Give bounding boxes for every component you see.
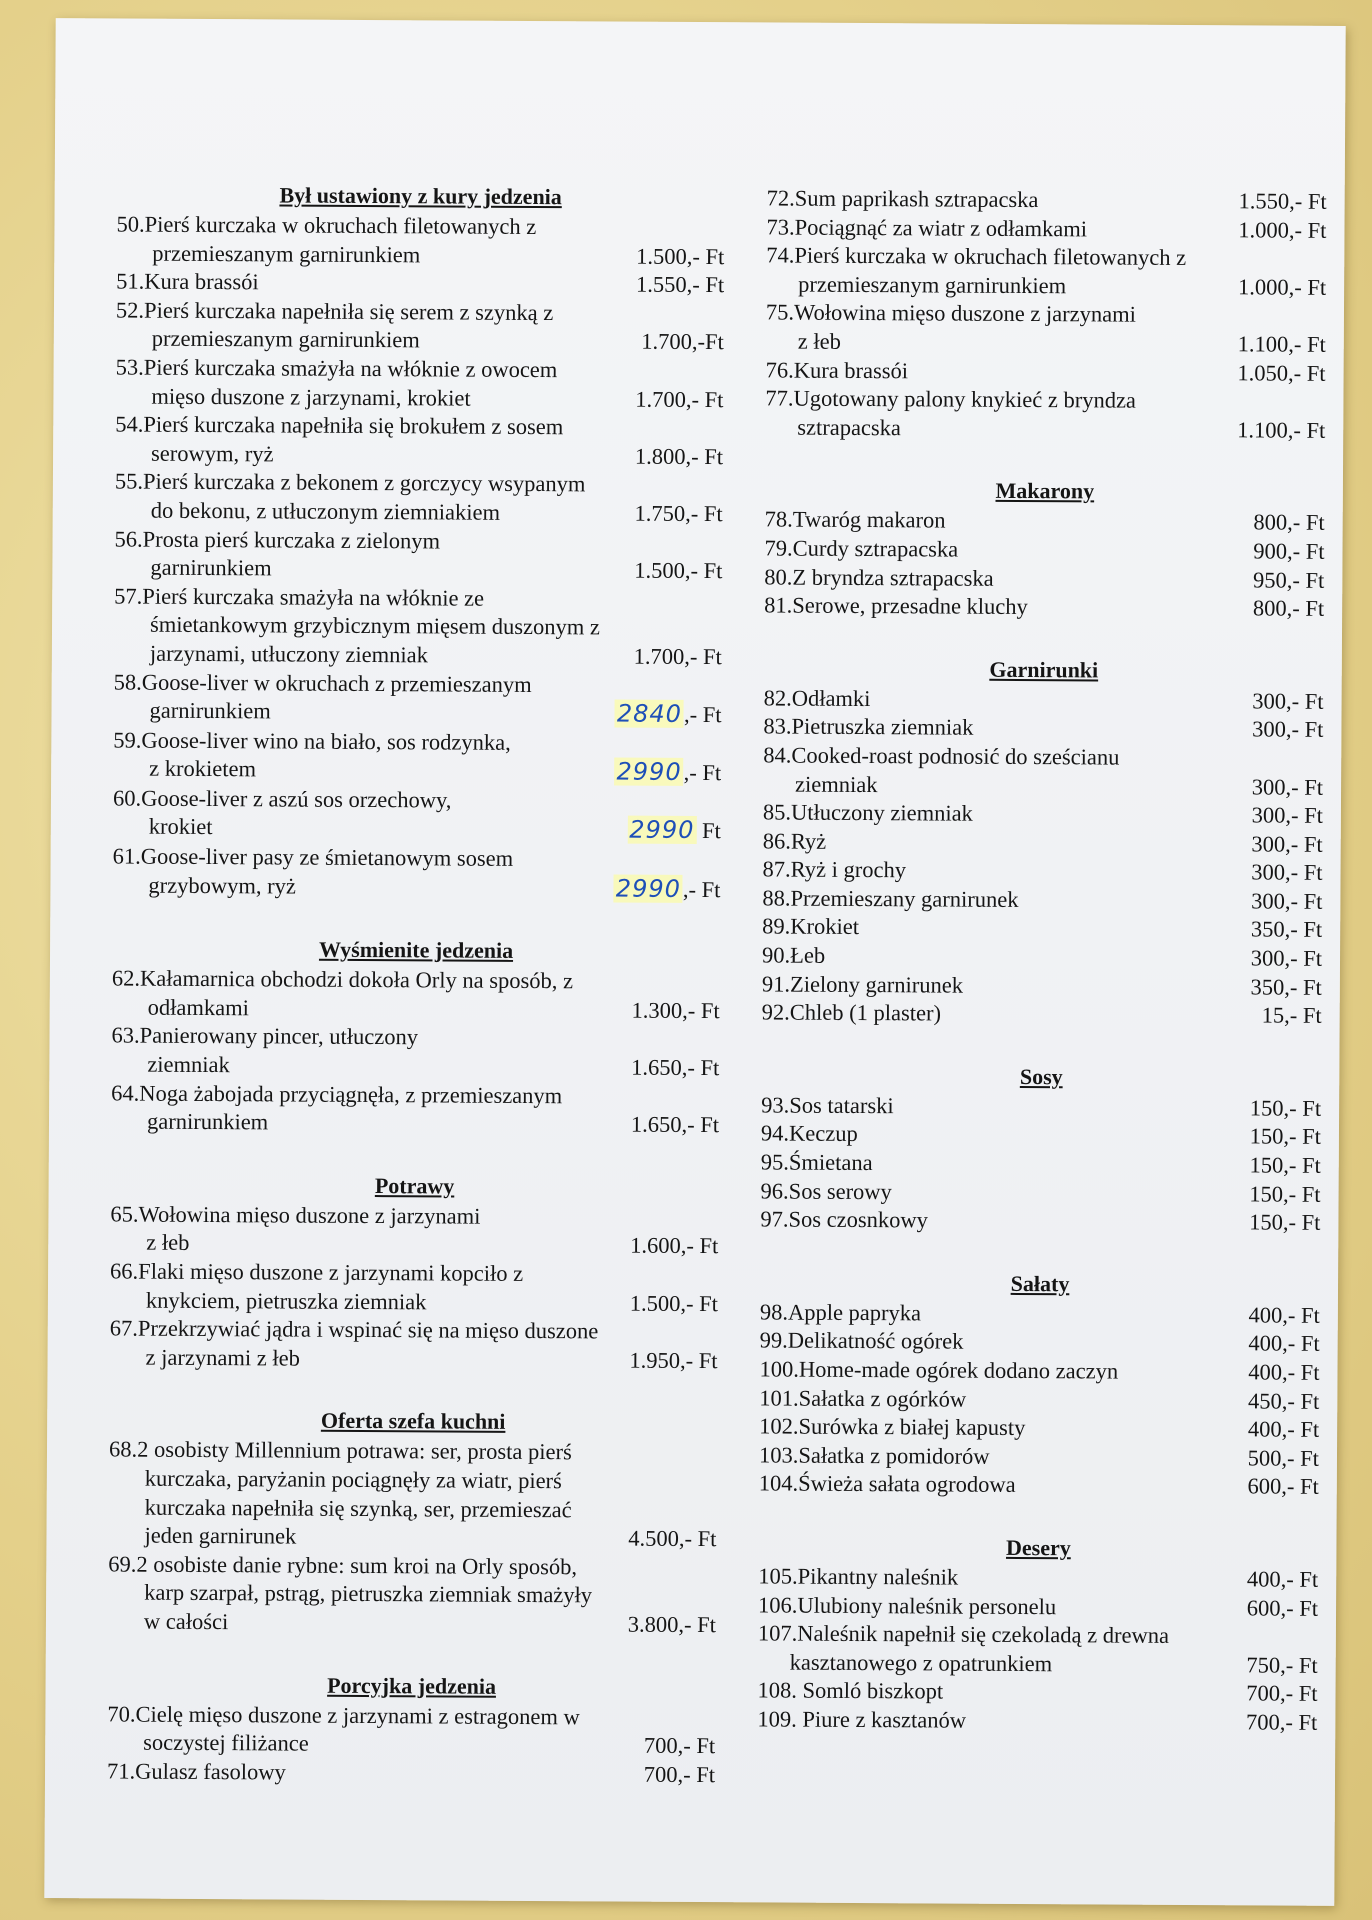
menu-item <box>108 1436 717 1554</box>
menu-item <box>107 1700 715 1761</box>
menu-item-price: 300,- Ft <box>1251 773 1324 800</box>
menu-item-name: grzybowym, ryż <box>148 872 297 899</box>
section-heading-salaty: Sałaty <box>1010 1270 1070 1297</box>
menu-item <box>763 741 1323 802</box>
menu-item <box>764 592 1324 624</box>
menu-item <box>109 1315 717 1376</box>
menu-item <box>760 1298 1320 1330</box>
menu-item-price: 400,- Ft <box>1246 1566 1319 1592</box>
menu-item <box>757 1705 1317 1737</box>
menu-item-name: z jarzynami z łeb <box>145 1344 300 1371</box>
menu-item <box>765 506 1325 538</box>
menu-item-name: 98.Apple papryka <box>759 1299 922 1326</box>
menu-item-name: 76.Kura brassói <box>765 356 909 383</box>
menu-item-price: 700,- Ft <box>643 1761 716 1787</box>
menu-item <box>760 1206 1320 1238</box>
menu-item-price: 300,- Ft <box>1250 945 1323 971</box>
menu-item-price <box>604 874 721 904</box>
menu-item-name: garnirunkiem <box>146 1108 269 1135</box>
right-column <box>757 184 1326 1737</box>
menu-item-name: garnirunkiem <box>149 697 271 724</box>
menu-item-price: 300,- Ft <box>1251 859 1323 886</box>
menu-item-text: 64.Noga żabojada przyciągnęła, z przemieszanym <box>111 1080 563 1108</box>
menu-item <box>115 411 723 472</box>
menu-item-text: 66.Flaki mięso duszone z jarzynami kopciło z <box>110 1258 524 1286</box>
menu-item-price: 1.550,- Ft <box>1238 188 1327 214</box>
menu-item-price: 450,- Ft <box>1247 1387 1320 1414</box>
menu-item-price: 150,- Ft <box>1249 1209 1321 1236</box>
menu-item-price: 1.500,- Ft <box>634 557 723 584</box>
menu-item <box>761 1148 1321 1180</box>
menu-item-price: 1.700,- Ft <box>633 643 722 670</box>
menu-item <box>761 1091 1321 1123</box>
menu-item-price: 1.500,- Ft <box>629 1290 718 1316</box>
menu-item <box>766 299 1326 360</box>
menu-item <box>114 582 723 671</box>
section-heading-desery: Desery <box>1005 1534 1071 1561</box>
section-heading-makarony: Makarony <box>995 478 1095 504</box>
menu-item-name: z łeb <box>146 1230 190 1256</box>
menu-item-price: 1.600,- Ft <box>630 1233 719 1259</box>
menu-item-price: 300,- Ft <box>1252 688 1324 714</box>
menu-item-name: 85.Utłuczony ziemniak <box>762 799 973 826</box>
menu-item-text: 62.Kałamarnica obchodzi dokoła Orly na sposób, z <box>111 965 574 994</box>
menu-item <box>110 1200 718 1261</box>
handwritten-price: 2990 <box>615 874 682 903</box>
menu-item-name: z łeb <box>797 328 841 354</box>
menu-item-text: 74.Pierś kurczaka w okruchach filetowanych z <box>766 242 1187 271</box>
menu-item-text: karp szarpał, pstrąg, pietruszka ziemniak smażyły <box>144 1579 593 1608</box>
handwritten-price: 2840 <box>616 699 683 729</box>
menu-item-name: sztrapacska <box>797 414 902 440</box>
menu-item <box>762 884 1322 916</box>
menu-item <box>762 970 1322 1002</box>
menu-item-text: 67.Przekrzywiać jądra i wspinać się na mięso duszone <box>109 1315 599 1344</box>
menu-item-text: 70.Cielę mięso duszone z jarzynami z estragonem w <box>107 1700 580 1729</box>
section-heading-garnirunki: Garnirunki <box>989 656 1099 683</box>
menu-item-name: 82.Odłamki <box>763 685 871 711</box>
menu-item-name: 83.Pietruszka ziemniak <box>763 713 974 741</box>
menu-item-price: 1.100,- Ft <box>1237 331 1326 357</box>
menu-item-price: 950,- Ft <box>1253 566 1325 593</box>
menu-item-price: 1.800,- Ft <box>634 443 724 469</box>
menu-item-price: 15,- Ft <box>1261 1002 1322 1029</box>
menu-item-name: 80.Z bryndza sztrapacska <box>764 563 994 591</box>
handwritten-price: 2990 <box>629 816 695 845</box>
menu-item-text: kurczaka, paryżanin pociągnęły za wiatr, pierś <box>144 1465 562 1494</box>
menu-item <box>758 1562 1318 1594</box>
menu-item-price: 300,- Ft <box>1252 716 1324 743</box>
menu-item-name: odłamkami <box>147 994 250 1021</box>
menu-item-name: krokiet <box>148 814 213 840</box>
menu-item-name: 109. Piure z kasztanów <box>757 1706 967 1733</box>
menu-item <box>113 784 721 846</box>
menu-item-name: 87.Ryż i grochy <box>762 856 907 883</box>
menu-item-name: 91.Zielony garnirunek <box>761 971 964 998</box>
menu-item-text: 69.2 osobiste danie rybne: sum kroi na Orly sposób, <box>108 1551 578 1580</box>
menu-item-price: 900,- Ft <box>1253 538 1325 564</box>
menu-item-name: 96.Sos serowy <box>760 1178 892 1204</box>
menu-item-price: 150,- Ft <box>1249 1095 1322 1121</box>
menu-item-price: 1.100,- Ft <box>1237 417 1326 443</box>
menu-item-text: śmietankowym grzybicznym mięsem duszonym z <box>149 611 601 640</box>
menu-item-name: w całości <box>143 1608 229 1635</box>
menu-item <box>115 353 723 414</box>
menu-item <box>766 242 1326 303</box>
menu-item-name: do bekonu, z utłuczonym ziemniakiem <box>150 497 501 525</box>
menu-item <box>108 1550 717 1639</box>
menu-item-price: 400,- Ft <box>1248 1330 1320 1357</box>
menu-item-name: 106.Ulubiony naleśnik personelu <box>758 1591 1057 1619</box>
section-heading-sosy: Sosy <box>1019 1063 1063 1090</box>
left-column <box>107 180 725 1789</box>
menu-item-name: 51.Kura brassói <box>116 268 259 295</box>
price-suffix: ,- Ft <box>683 760 722 786</box>
menu-item-name: 81.Serowe, przesadne kluchy <box>764 592 1028 620</box>
menu-item-price: 400,- Ft <box>1247 1416 1320 1443</box>
menu-item-name: 86.Ryż <box>762 828 827 854</box>
menu-item <box>113 668 721 730</box>
menu-item-name: 79.Curdy sztrapacska <box>764 535 959 562</box>
menu-item-text: 56.Prosta pierś kurczaka z zielonym <box>114 525 441 553</box>
menu-item-text: kurczaka napełniła się szynką, ser, przemieszać <box>144 1494 572 1522</box>
menu-item-name: serowym, ryż <box>151 440 274 467</box>
menu-item-name: 94.Keczup <box>760 1120 858 1147</box>
menu-item-name: 101.Sałatka z ogórków <box>759 1384 967 1412</box>
menu-item-name: mięso duszone z jarzynami, krokiet <box>151 383 471 411</box>
section-heading-wysmienite-jedzenia: Wyśmienite jedzenia <box>318 936 514 964</box>
section-heading-potrawy: Potrawy <box>374 1172 455 1199</box>
menu-item-price <box>604 758 721 788</box>
menu-item-price: 1.300,- Ft <box>631 997 720 1023</box>
menu-item-price: 500,- Ft <box>1247 1445 1320 1471</box>
menu-item-name: 102.Surówka z białej kapusty <box>759 1413 1026 1441</box>
menu-item-price: 400,- Ft <box>1248 1359 1320 1385</box>
menu-item-price: 1.650,- Ft <box>631 1054 720 1081</box>
menu-item-text: 57.Pierś kurczaka smażyła na włóknie ze <box>114 583 485 611</box>
menu-sheet <box>44 18 1345 1906</box>
menu-item-name: ziemniak <box>147 1051 230 1078</box>
menu-item-price: 1.700,- Ft <box>635 386 724 412</box>
menu-item-price: 1.550,- Ft <box>635 271 725 298</box>
menu-item <box>107 1757 715 1789</box>
menu-item-price: 1.500,- Ft <box>636 243 725 269</box>
menu-item <box>763 799 1323 831</box>
menu-item <box>761 1120 1321 1152</box>
menu-item-name: przemieszanym garnirunkiem <box>152 240 421 267</box>
menu-item-name: 90.Łeb <box>761 942 826 968</box>
menu-item-name: 78.Twaróg makaron <box>764 506 946 533</box>
menu-item-name: 71.Gulasz fasolowy <box>106 1758 286 1785</box>
menu-item-name: knykciem, pietruszka ziemniak <box>145 1287 427 1314</box>
menu-item-name: 103.Sałatka z pomidorów <box>758 1442 990 1469</box>
menu-item <box>765 385 1325 446</box>
menu-item <box>760 1327 1320 1359</box>
menu-item-name: 95.Śmietana <box>760 1149 873 1176</box>
menu-item <box>114 525 722 586</box>
menu-item-text: 75.Wołowina mięso duszone z jarzynami <box>765 299 1137 328</box>
section-heading-oferta-szefa-kuchni: Oferta szefa kuchni <box>320 1408 506 1435</box>
menu-item-price: 1.950,- Ft <box>629 1347 718 1373</box>
menu-item-text: 59.Goose-liver wino na biało, sos rodzynka, <box>113 727 511 755</box>
menu-item-price <box>605 700 722 730</box>
menu-item-name: 93.Sos tatarski <box>761 1092 894 1119</box>
menu-item <box>763 827 1323 859</box>
menu-item <box>116 296 724 357</box>
menu-item-price: 400,- Ft <box>1248 1302 1320 1328</box>
menu-item <box>115 468 723 529</box>
menu-item-text: 107.Naleśnik napełnił się czekoladą z drewna <box>757 1620 1170 1649</box>
menu-item-text: 55.Pierś kurczaka z bekonem z gorczycy wsypanym <box>114 468 586 497</box>
menu-item <box>764 684 1324 716</box>
menu-item-name: 73.Pociągnąć za wiatr z odłamkami <box>766 214 1088 241</box>
menu-item-price: 600,- Ft <box>1247 1473 1319 1500</box>
menu-item-name: 99.Delikatność ogórek <box>759 1327 964 1355</box>
menu-item <box>113 726 721 788</box>
menu-item-price: 700,- Ft <box>1246 1709 1318 1735</box>
menu-item-name: ziemniak <box>795 771 878 797</box>
menu-item-name: 108. Somló biszkopt <box>757 1677 944 1704</box>
menu-item-name: z krokietem <box>149 755 257 782</box>
menu-item <box>757 1677 1317 1709</box>
menu-item-name: soczystej filiżance <box>143 1729 309 1756</box>
menu-item <box>762 999 1322 1031</box>
menu-item-name: garnirunkiem <box>150 554 272 581</box>
menu-item-price: 150,- Ft <box>1249 1152 1321 1178</box>
menu-item <box>759 1470 1319 1502</box>
menu-item-price: 4.500,- Ft <box>628 1525 717 1552</box>
menu-item-name: 100.Home-made ogórek dodano zaczyn <box>759 1356 1119 1384</box>
menu-item <box>766 356 1326 388</box>
menu-item-name: 89.Krokiet <box>762 913 860 940</box>
menu-item-price: 300,- Ft <box>1251 888 1323 914</box>
menu-item-price: 1.750,- Ft <box>634 500 723 527</box>
menu-item <box>766 213 1326 245</box>
menu-item <box>759 1441 1319 1473</box>
menu-item-name: jeden garnirunek <box>144 1522 297 1549</box>
menu-item <box>112 965 720 1026</box>
menu-item-name: przemieszanym garnirunkiem <box>798 271 1067 299</box>
menu-item-text: 77.Ugotowany palony knykieć z bryndza <box>765 385 1137 413</box>
menu-item <box>764 563 1324 595</box>
menu-item <box>758 1620 1318 1681</box>
menu-item-name: 72.Sum paprikash sztrapacska <box>766 185 1039 213</box>
menu-item <box>759 1355 1319 1387</box>
section-heading-porcyjka-jedzenia: Porcyjka jedzenia <box>327 1672 497 1699</box>
menu-item <box>762 941 1322 973</box>
menu-item-price: 1.050,- Ft <box>1237 359 1326 386</box>
menu-item <box>761 1177 1321 1209</box>
menu-item-name: jarzynami, utłuczony ziemniak <box>149 640 428 668</box>
menu-item <box>767 184 1327 216</box>
price-suffix: ,- Ft <box>683 702 722 728</box>
menu-item-price: 350,- Ft <box>1250 916 1323 943</box>
section-heading-byl-ustawiony-z-kury-jedzenia: Był ustawiony z kury jedzenia <box>279 182 562 210</box>
menu-item <box>116 210 724 271</box>
menu-item <box>763 713 1323 745</box>
menu-item <box>762 913 1322 945</box>
menu-item-text: 63.Panierowany pincer, utłuczony <box>111 1022 419 1050</box>
menu-item-text: 53.Pierś kurczaka smażyła na włóknie z owocem <box>115 354 558 383</box>
menu-item-price: 800,- Ft <box>1253 509 1325 536</box>
menu-item-text: 65.Wołowina mięso duszone z jarzynami <box>110 1201 481 1229</box>
menu-item-price: 700,- Ft <box>643 1732 716 1759</box>
menu-item-price: 1.000,- Ft <box>1237 274 1327 300</box>
menu-item <box>764 534 1324 566</box>
menu-item-text: 54.Pierś kurczaka napełniła się brokułem z sosem <box>115 411 564 440</box>
menu-item-price: 350,- Ft <box>1250 974 1322 1000</box>
menu-item-price: 800,- Ft <box>1252 595 1325 621</box>
menu-item-name: 92.Chleb (1 plaster) <box>761 999 942 1026</box>
menu-item-price: 1.650,- Ft <box>630 1111 720 1138</box>
menu-item-text: 61.Goose-liver pasy ze śmietanowym sosem <box>112 843 514 871</box>
menu-item-name: kasztanowego z opatrunkiem <box>789 1649 1053 1676</box>
menu-item-price: 600,- Ft <box>1246 1594 1319 1621</box>
menu-item-text: 52.Pierś kurczaka napełniła się serem z szynką z <box>115 297 554 325</box>
menu-item-price: 150,- Ft <box>1249 1181 1321 1207</box>
menu-item-price: 3.800,- Ft <box>627 1611 717 1638</box>
menu-item <box>111 1079 719 1140</box>
menu-item-price: 1.000,- Ft <box>1238 216 1327 243</box>
menu-item <box>112 843 720 905</box>
menu-item-price: 750,- Ft <box>1246 1652 1318 1678</box>
menu-item-name: 104.Świeża sałata ogrodowa <box>758 1470 1016 1498</box>
menu-item-name: 97.Sos czosnkowy <box>760 1206 929 1233</box>
menu-item-text: 68.2 osobisty Millennium potrawa: ser, prosta pierś <box>108 1436 572 1465</box>
menu-item-name: 105.Pikantny naleśnik <box>758 1563 959 1590</box>
price-suffix: ,- Ft <box>682 876 721 902</box>
menu-item <box>759 1384 1319 1416</box>
menu-item-price: 150,- Ft <box>1249 1123 1322 1150</box>
menu-item-name: 88.Przemieszany garnirunek <box>762 885 1019 912</box>
menu-item-text: 50.Pierś kurczaka w okruchach filetowanych z <box>116 211 537 240</box>
menu-item <box>110 1257 718 1318</box>
menu-item-text: 60.Goose-liver z aszú sos orzechowy, <box>112 785 452 813</box>
menu-item <box>758 1591 1318 1623</box>
menu-item-text: 58.Goose-liver w okruchach z przemieszanym <box>113 668 532 697</box>
menu-item-price: 1.700,-Ft <box>641 329 724 355</box>
menu-item <box>111 1022 719 1083</box>
menu-item <box>762 856 1322 888</box>
menu-item-price <box>617 816 721 846</box>
handwritten-price: 2990 <box>616 757 682 787</box>
menu-item-price: 300,- Ft <box>1251 802 1323 828</box>
menu-item <box>116 268 724 300</box>
menu-item-price: 700,- Ft <box>1246 1680 1318 1707</box>
menu-item <box>759 1413 1319 1445</box>
price-suffix: Ft <box>696 818 721 844</box>
menu-item-text: 84.Cooked-roast podnosić do sześcianu <box>763 742 1120 770</box>
menu-item-price: 300,- Ft <box>1251 831 1323 857</box>
menu-item-name: przemieszanym garnirunkiem <box>151 326 420 353</box>
